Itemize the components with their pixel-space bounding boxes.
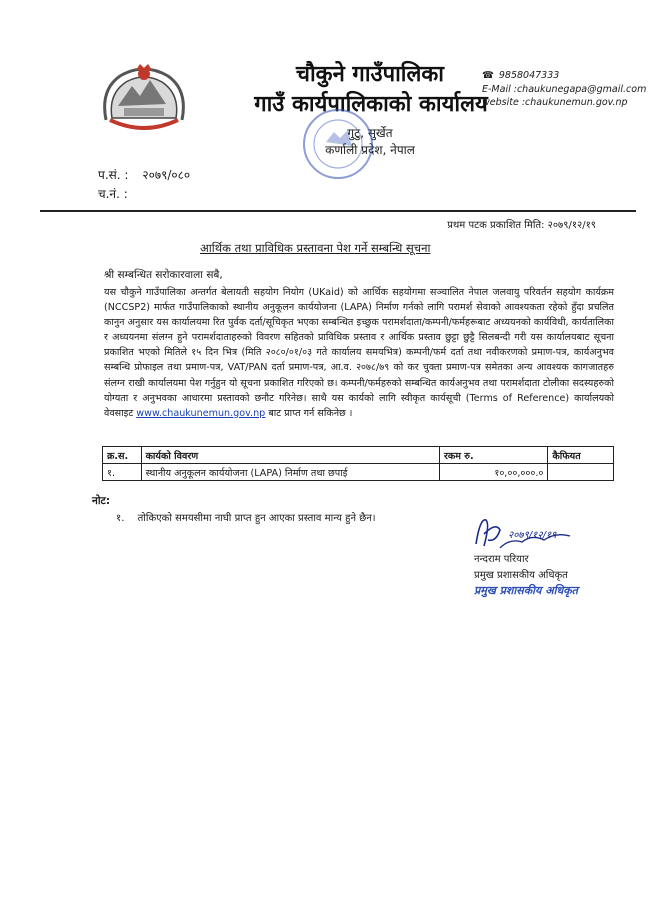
cell-remarks	[548, 464, 614, 481]
table-header-row	[103, 447, 614, 464]
reference-block	[98, 166, 190, 204]
website-line: website :chaukunemun.gov.np	[482, 97, 628, 108]
col-header-sn: क्र.स.	[103, 447, 142, 464]
signatory-name: नन्दराम परियार	[474, 554, 529, 565]
ps-value: २०७९/०८०	[142, 168, 191, 182]
email-line: E-Mail :chaukunegapa@gmail.com	[482, 83, 647, 95]
phone-line	[482, 69, 646, 83]
header-divider	[40, 210, 636, 212]
note-heading: नोट:	[92, 495, 111, 507]
office-subtitle: गाउँ कार्यपालिकाको कार्यालय	[254, 92, 488, 117]
col-header-remarks: कैफियत	[548, 447, 614, 464]
cn-label: च.नं. :	[98, 187, 128, 201]
signature-date: २०७९/१२/१९	[508, 530, 557, 541]
government-emblem	[98, 60, 190, 140]
notice-title: आर्थिक तथा प्राविधिक प्रस्तावना पेश गर्ने सम्बन्धि सूचना	[200, 241, 431, 255]
office-stamp	[300, 106, 376, 182]
salutation: श्री सम्बन्धित सरोकारवाला सबै,	[104, 269, 223, 281]
body-text: यस चौकुने गाउँपालिका अन्तर्गत बेलायती सहयोग नियोग (UKaid) को आर्थिक सहयोगमा सञ्चालित नेपाल जलवायु परिवर्तन सहयोग कार्यक्रम (NCCSP2) मार्फत गाउँपालिकाको स्थानीय अनुकूलन कार्ययोजना (LAPA) निर्माण गर्नको लागि परामर्श सेवाको आवश्यकता रहेको हुँदा प्रचलित कानुन अनुसार यस कार्यालयमा रित पुर्वक दर्ता/सूचिकृत भएका सम्बन्धित इच्छुक परामर्शदाता/कम्पनी/फर्महरूबाट अध्ययनको कार्यविधी, कार्यतालिका र अध्ययनमा संलग्न हुने परामर्शदाताहरुको विवरण सहितको प्राविधिक प्रस्ताव र आर्थिक प्रस्ताव छुट्टा छुट्टै सिलबन्दी गरी यस कार्यालयबाट सूचना प्रकाशित भएको मितिले १५ दिन भित्र (मिति २०८०/०१/०३ गते कार्यालय समयभित्र) कम्पनी/फर्म दर्ता तथा नवीकरणको प्रमाण-पत्र, कार्यअनुभव सम्बन्धि प्रोफाइल तथा प्रमाण-पत्र, VAT/PAN दर्ता प्रमाण-पत्र, आ.व. २०७८/७९ को कर चुक्ता प्रमाण-पत्र समेतका अन्य आवश्यक कागजातहरु संलग्न राखी कार्यालयमा पेश गर्नुहुन यो सूचना प्रकाशित गरिएको छ। कम्पनी/फर्महरुको सम्बन्धित कार्यअनुभव तथा परामर्शदाता टोलीका सदस्यहरुको योग्यता र अनुभवका आधारमा प्रस्तावको छनौट गरिनेछ। साथै यस कार्यको लागि स्वीकृत कार्यसूची (Terms of Reference) कार्यालयको वेवसाइट	[104, 287, 614, 419]
office-province: कर्णाली प्रदेश, नेपाल	[325, 143, 415, 157]
phone-icon: ☎	[482, 70, 494, 81]
office-name: चौकुने गाउँपालिका	[296, 62, 444, 87]
office-address: गुटु, सुर्खेत	[347, 126, 393, 140]
cell-sn: १.	[103, 464, 142, 481]
notice-body	[104, 285, 614, 421]
works-table	[102, 446, 614, 481]
col-header-amount: रकम रु.	[439, 447, 547, 464]
note-item-number: १.	[116, 513, 125, 524]
signatory-designation: प्रमुख प्रशासकीय अधिकृत	[474, 570, 568, 581]
cell-description: स्थानीय अनुकूलन कार्ययोजना (LAPA) निर्माण तथा छपाई	[141, 464, 439, 481]
body-text-end: बाट प्राप्त गर्न सकिनेछ ।	[268, 407, 353, 419]
contact-block	[482, 69, 646, 110]
phone-number: 9858047333	[498, 70, 560, 81]
handwritten-signature	[470, 512, 580, 554]
table-row	[103, 464, 614, 481]
publish-date: प्रथम पटक प्रकाशित मिति: २०७९/१२/१९	[447, 220, 596, 231]
note-item-text: तोकिएको समयसीमा नाघी प्राप्त हुन आएका प्रस्ताव मान्य हुने छैन।	[137, 513, 376, 524]
cell-amount: १०,००,०००.०	[439, 464, 547, 481]
ps-label: प.सं. :	[98, 168, 129, 182]
designation-stamp: प्रमुख प्रशासकीय अधिकृत	[474, 584, 578, 597]
website-link[interactable]: www.chaukunemun.gov.np	[136, 407, 266, 419]
note-item	[116, 510, 376, 524]
col-header-description: कार्यको विवरण	[141, 447, 439, 464]
